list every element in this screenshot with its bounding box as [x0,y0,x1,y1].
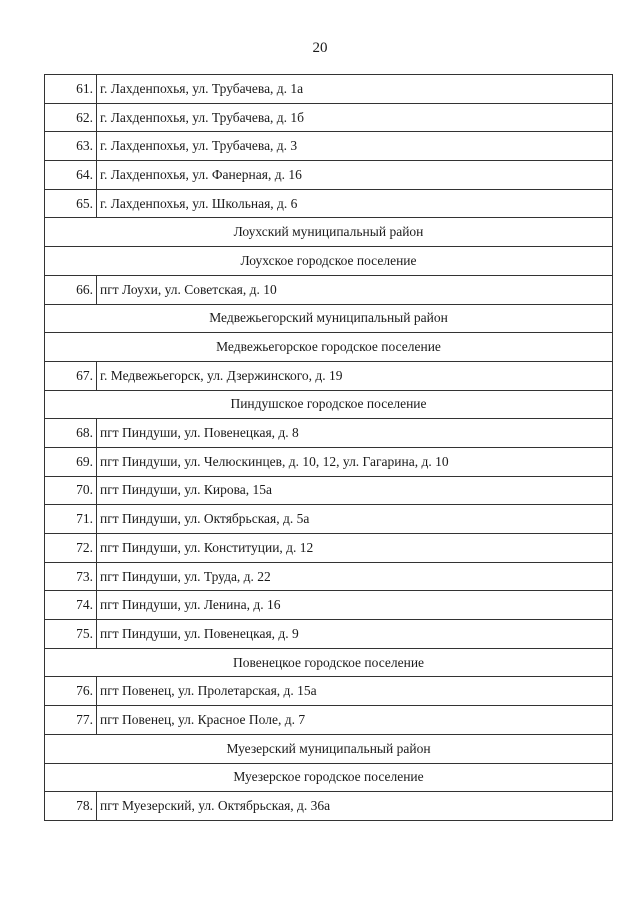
row-address: пгт Муезерский, ул. Октябрьская, д. 36а [97,792,613,821]
row-address: г. Лахденпохья, ул. Трубачева, д. 1а [97,75,613,104]
row-number: 62. [45,103,97,132]
row-number: 61. [45,75,97,104]
table-row [45,562,613,591]
section-header: Лоухский муниципальный район [45,218,613,247]
table-row [45,505,613,534]
row-number: 70. [45,476,97,505]
row-address: г. Медвежьегорск, ул. Дзержинского, д. 19 [97,361,613,390]
section-header-row [45,763,613,792]
row-address: г. Лахденпохья, ул. Фанерная, д. 16 [97,161,613,190]
row-address: пгт Пиндуши, ул. Труда, д. 22 [97,562,613,591]
table-row [45,447,613,476]
row-address: пгт Пиндуши, ул. Челюскинцев, д. 10, 12, ул. Гагарина, д. 10 [97,447,613,476]
row-number: 67. [45,361,97,390]
row-number: 74. [45,591,97,620]
row-number: 76. [45,677,97,706]
address-table [44,74,613,821]
row-number: 77. [45,706,97,735]
row-number: 71. [45,505,97,534]
section-header: Медвежьегорское городское поселение [45,333,613,362]
table-row [45,361,613,390]
row-number: 68. [45,419,97,448]
section-header-row [45,333,613,362]
section-header: Повенецкое городское поселение [45,648,613,677]
table-row [45,591,613,620]
section-header-row [45,734,613,763]
section-header-row [45,390,613,419]
row-address: пгт Пиндуши, ул. Конституции, д. 12 [97,534,613,563]
table-row [45,534,613,563]
row-number: 69. [45,447,97,476]
table-row [45,677,613,706]
row-number: 72. [45,534,97,563]
row-number: 65. [45,189,97,218]
row-address: пгт Повенец, ул. Красное Поле, д. 7 [97,706,613,735]
address-table-body [45,75,613,821]
row-number: 78. [45,792,97,821]
row-address: пгт Лоухи, ул. Советская, д. 10 [97,275,613,304]
row-address: пгт Пиндуши, ул. Кирова, 15а [97,476,613,505]
table-row [45,275,613,304]
table-row [45,792,613,821]
section-header-row [45,247,613,276]
section-header: Лоухское городское поселение [45,247,613,276]
row-address: г. Лахденпохья, ул. Трубачева, д. 3 [97,132,613,161]
table-row [45,476,613,505]
table-row [45,419,613,448]
table-row [45,103,613,132]
section-header-row [45,648,613,677]
table-row [45,620,613,649]
row-number: 75. [45,620,97,649]
section-header: Муезерский муниципальный район [45,734,613,763]
table-row [45,161,613,190]
row-address: пгт Повенец, ул. Пролетарская, д. 15а [97,677,613,706]
section-header: Медвежьегорский муниципальный район [45,304,613,333]
row-address: г. Лахденпохья, ул. Школьная, д. 6 [97,189,613,218]
section-header: Пиндушское городское поселение [45,390,613,419]
row-address: пгт Пиндуши, ул. Повенецкая, д. 9 [97,620,613,649]
row-number: 64. [45,161,97,190]
table-row [45,75,613,104]
row-address: г. Лахденпохья, ул. Трубачева, д. 1б [97,103,613,132]
row-number: 63. [45,132,97,161]
row-address: пгт Пиндуши, ул. Ленина, д. 16 [97,591,613,620]
row-address: пгт Пиндуши, ул. Октябрьская, д. 5а [97,505,613,534]
table-row [45,189,613,218]
page-number: 20 [312,40,328,56]
section-header-row [45,304,613,333]
row-address: пгт Пиндуши, ул. Повенецкая, д. 8 [97,419,613,448]
row-number: 66. [45,275,97,304]
table-row [45,706,613,735]
row-number: 73. [45,562,97,591]
table-row [45,132,613,161]
section-header-row [45,218,613,247]
section-header: Муезерское городское поселение [45,763,613,792]
